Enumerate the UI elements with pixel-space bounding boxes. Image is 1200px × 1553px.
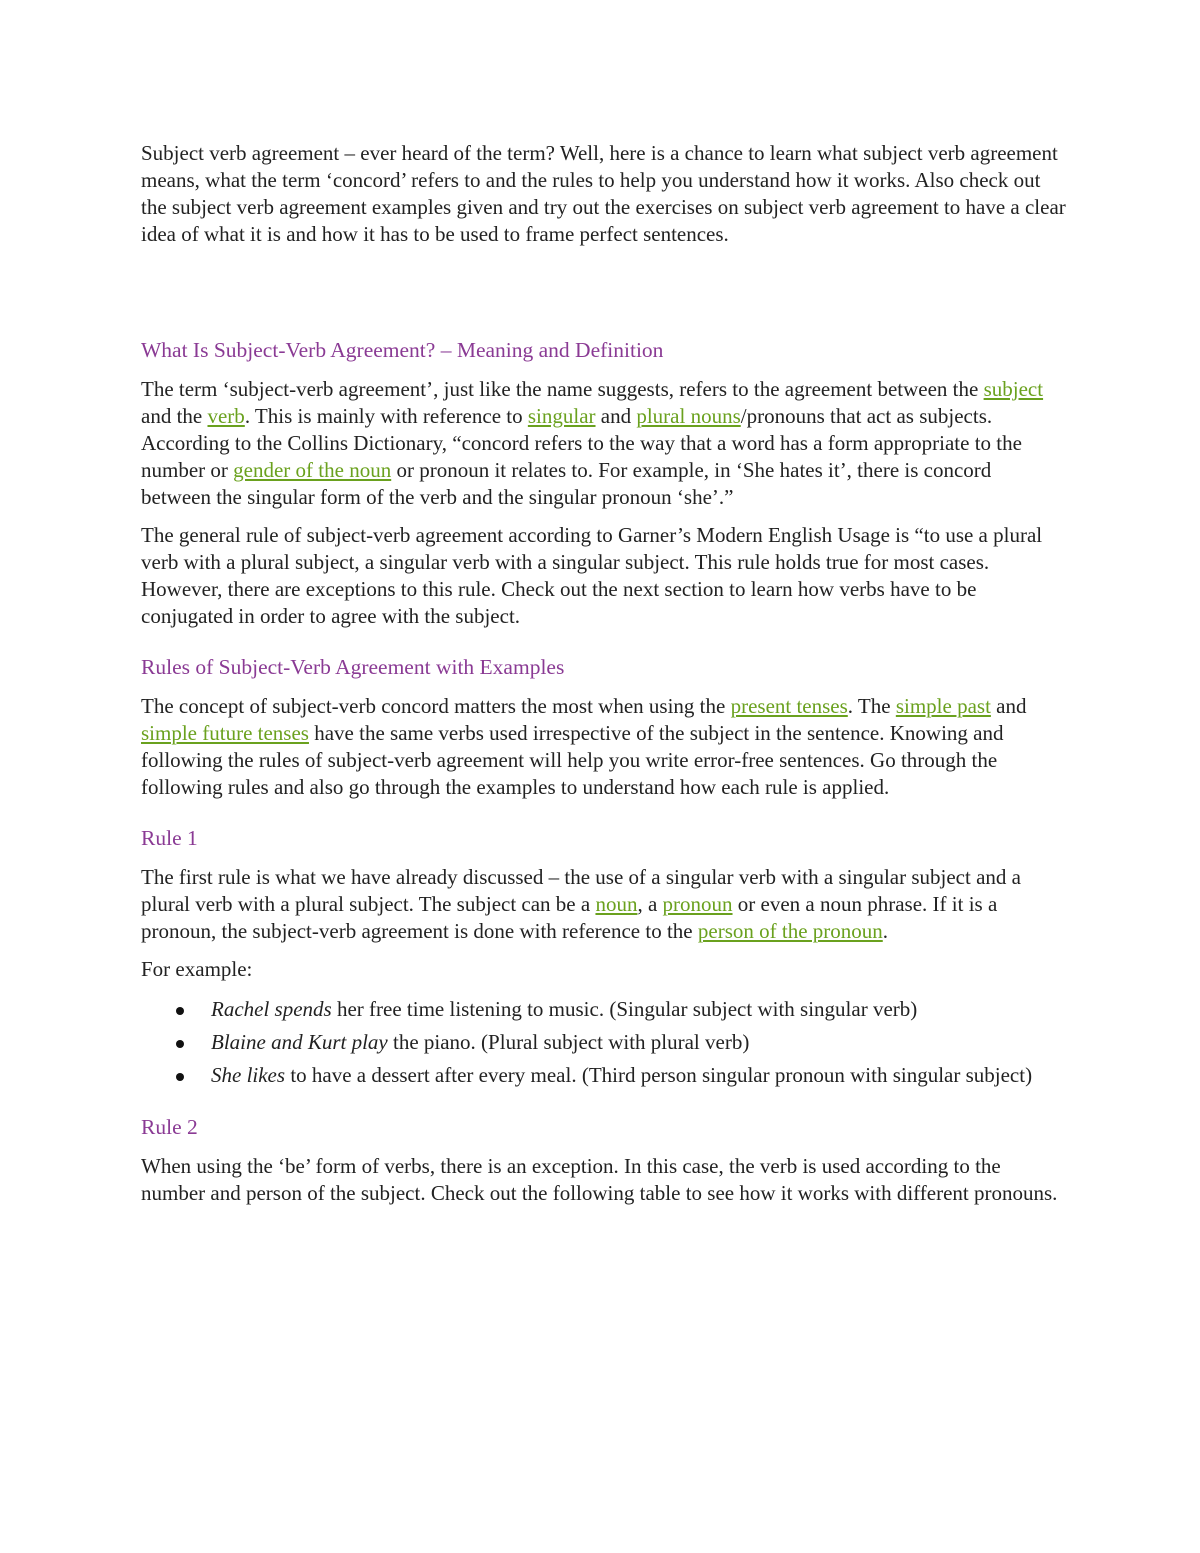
example-list xyxy=(141,996,1066,1089)
definition-paragraph xyxy=(141,376,1066,511)
for-example-label: For example: xyxy=(141,957,253,981)
text-run: The term ‘subject-verb agreement’, just like the name suggests, refers to the agreement between the xyxy=(141,377,984,401)
example-text: her free time listening to music. (Singular subject with singular verb) xyxy=(331,997,918,1021)
link-plural-nouns[interactable]: plural nouns xyxy=(636,404,741,428)
text-run: have the same verbs used irrespective of the subject in the sentence. Knowing and following the rules of subject-verb agreement will help you write error-free sentences. Go through the following rules and also go through the examples to understand how each rule is applied. xyxy=(141,721,1004,799)
link-present-tenses[interactable]: present tenses xyxy=(730,694,848,718)
general-rule-paragraph: The general rule of subject-verb agreement according to Garner’s Modern English Usage is “to use a plural verb with a plural subject, a singular verb with a singular subject. This rule holds true for most cases. However, there are exceptions to this rule. Check out the next section to learn how verbs have to be conjugated in order to agree with the subject. xyxy=(141,523,1043,628)
list-item xyxy=(211,1029,1066,1056)
text-run: . This is mainly with reference to xyxy=(244,404,528,428)
example-text: the piano. (Plural subject with plural verb) xyxy=(387,1030,750,1054)
text-run: , a xyxy=(637,892,663,916)
text-run: /pronouns that act as subjects. According to the Collins Dictionary, “concord refers to the way that a word has a form appropriate to the number or xyxy=(141,404,1022,482)
section-heading-meaning: What Is Subject-Verb Agreement? – Meaning and Definition xyxy=(141,338,664,362)
text-run: . The xyxy=(847,694,896,718)
intro-paragraph: Subject verb agreement – ever heard of the term? Well, here is a chance to learn what subject verb agreement means, what the term ‘concord’ refers to and the rules to help you understand how it works. Also check out the subject verb agreement examples given and try out the exercises on subject verb agreement to have a clear idea of what it is and how it has to be used to frame perfect sentences. xyxy=(141,141,1066,246)
rule-1-paragraph xyxy=(141,864,1066,945)
link-singular[interactable]: singular xyxy=(527,404,596,428)
link-simple-past[interactable]: simple past xyxy=(895,694,991,718)
rules-intro-paragraph xyxy=(141,693,1066,801)
rule-2-paragraph: When using the ‘be’ form of verbs, there is an exception. In this case, the verb is used according to the number and person of the subject. Check out the following table to see how it works with different pronouns. xyxy=(141,1154,1058,1205)
example-subject-verb: Blaine and Kurt play xyxy=(211,1030,388,1054)
link-pronoun[interactable]: pronoun xyxy=(662,892,733,916)
text-run: or even a noun phrase. If it is a pronoun, the subject-verb agreement is done with reference to the xyxy=(141,892,998,943)
rule-1-heading: Rule 1 xyxy=(141,826,198,850)
list-item xyxy=(211,1062,1066,1089)
link-gender-of-the-noun[interactable]: gender of the noun xyxy=(233,458,392,482)
text-run: The concept of subject-verb concord matters the most when using the xyxy=(141,694,731,718)
text-run: and xyxy=(990,694,1027,718)
link-verb[interactable]: verb xyxy=(207,404,245,428)
link-simple-future-tenses[interactable]: simple future tenses xyxy=(141,721,309,745)
example-text: to have a dessert after every meal. (Third person singular pronoun with singular subject) xyxy=(285,1063,1033,1087)
example-subject-verb: Rachel spends xyxy=(211,997,332,1021)
document-page xyxy=(141,140,1066,1218)
bullet-icon xyxy=(176,1073,184,1081)
bullet-icon xyxy=(176,1040,184,1048)
section-heading-rules: Rules of Subject-Verb Agreement with Examples xyxy=(141,655,565,679)
list-item xyxy=(211,996,1066,1023)
text-run: and xyxy=(595,404,637,428)
text-run: and the xyxy=(141,404,208,428)
text-run: The first rule is what we have already discussed – the use of a singular verb with a singular subject and a plural verb with a plural subject. The subject can be a xyxy=(141,865,1021,916)
link-subject[interactable]: subject xyxy=(983,377,1044,401)
rule-2-heading: Rule 2 xyxy=(141,1115,198,1139)
link-person-of-the-pronoun[interactable]: person of the pronoun xyxy=(697,919,883,943)
example-subject-verb: She likes xyxy=(211,1063,286,1087)
link-noun[interactable]: noun xyxy=(595,892,638,916)
text-run: or pronoun it relates to. For example, in ‘She hates it’, there is concord between the singular form of the verb and the singular pronoun ‘she’.” xyxy=(141,458,992,509)
text-run: . xyxy=(882,919,889,943)
bullet-icon xyxy=(176,1007,184,1015)
